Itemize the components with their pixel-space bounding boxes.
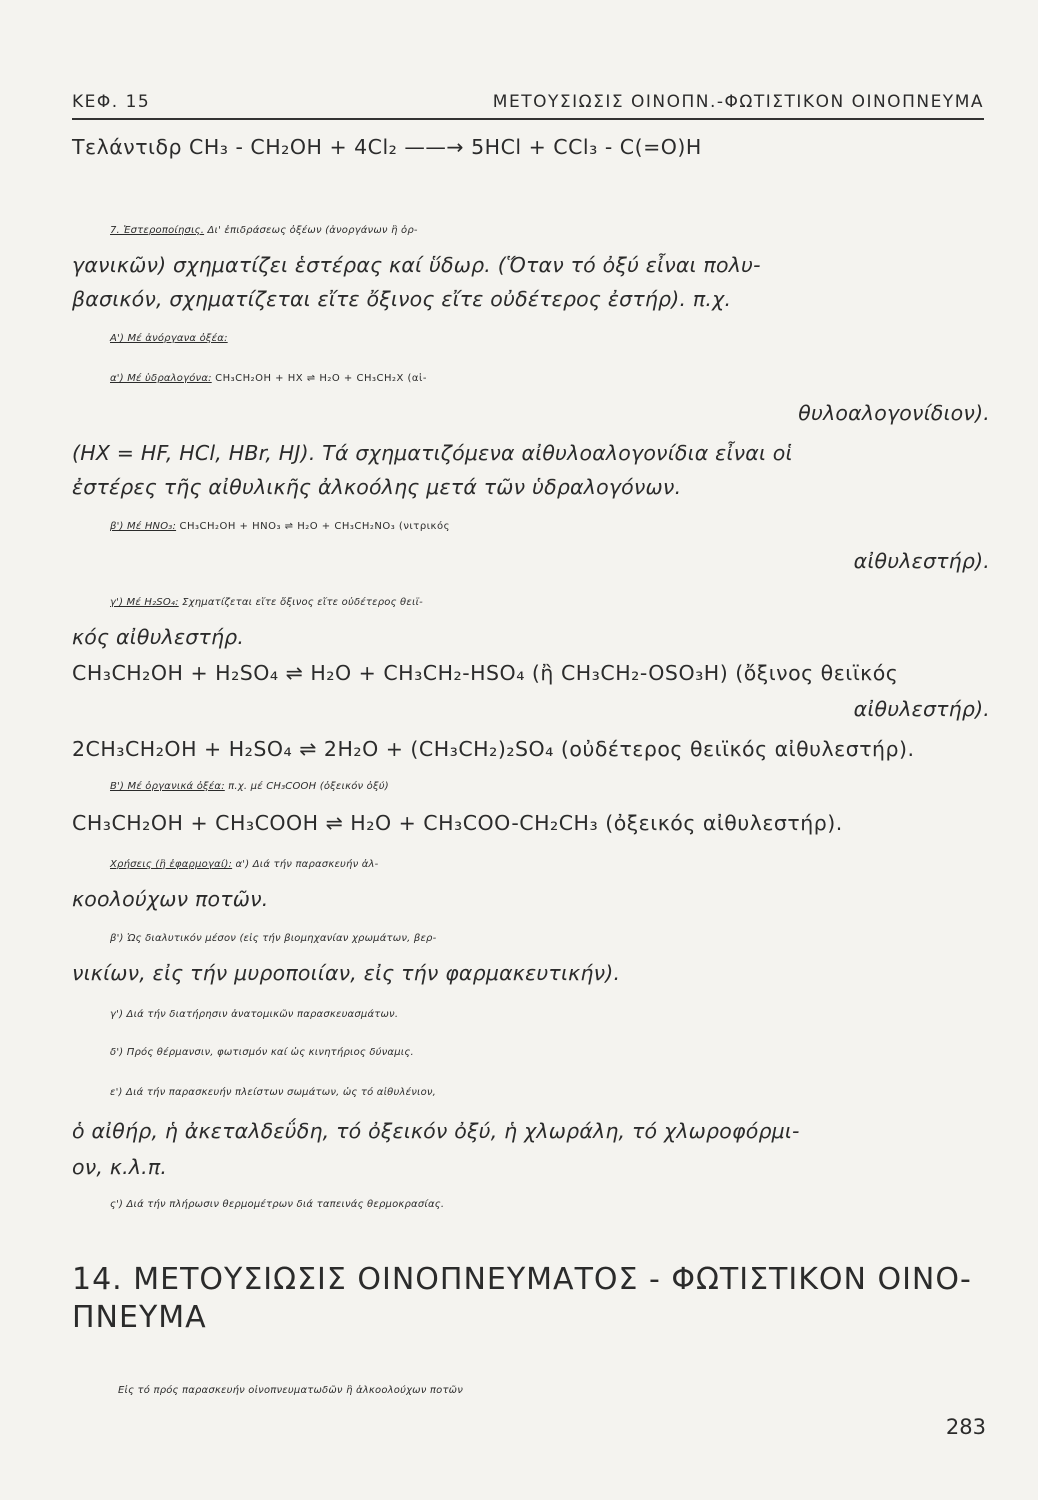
text-line: κός αἰθυλεστήρ. (72, 625, 245, 649)
text-fragment: Σχηματίζεται εἴτε ὄξινος εἴτε οὐδέτερος θειϊ- (182, 597, 423, 608)
text-line: Τελάντιδρ CH₃ - CH₂OH + 4Cl₂ ——→ 5HCl + CCl₃ - C(=O)H (72, 135, 702, 159)
paragraph-label: 7. Ἑστεροποίησις. (110, 225, 205, 236)
text-line: νικίων, εἰς τήν μυροποιίαν, εἰς τήν φαρμακευτικήν). (72, 961, 621, 985)
text-line: ε') Διά τήν παρασκευήν πλείστων σωμάτων, ὡς τό αἰθυλένιον, (110, 1087, 437, 1098)
text-line: ον, κ.λ.π. (72, 1155, 168, 1179)
text-line (110, 514, 1028, 540)
text-line: κοολούχων ποτῶν. (72, 887, 269, 911)
text-line (110, 774, 1028, 800)
text-fragment: CH₃CH₂OH + HX ⇌ H₂O + CH₃CH₂X (αἰ- (215, 373, 428, 384)
text-line (110, 590, 1028, 616)
text-line (110, 366, 1028, 392)
text-fragment: α') Διά τήν παρασκευήν ἀλ- (235, 859, 379, 870)
paragraph-label: Χρήσεις (ἢ ἐφαρμογαί): (110, 859, 233, 870)
text-line: (HX = HF, HCl, HBr, HJ). Τά σχηματιζόμενα αἰθυλοαλογονίδια εἶναι οἱ (72, 441, 793, 465)
text-line: ς') Διά τήν πλήρωσιν θερμομέτρων διά ταπεινάς θερμοκρασίας. (110, 1199, 445, 1210)
text-fragment: CH₃CH₂OH + HNO₃ ⇌ H₂O + CH₃CH₂NO₃ (νιτρικός (179, 521, 450, 532)
section-heading-continued: ΠΝΕΥΜΑ (72, 1300, 207, 1335)
chapter-label: ΚΕΦ. 15 (72, 92, 151, 112)
paragraph-label: β') Μέ HNO₃: (110, 521, 177, 532)
text-line: β') Ὡς διαλυτικόν μέσον (εἰς τήν βιομηχανίαν χρωμάτων, βερ- (110, 933, 437, 944)
text-line: δ') Πρός θέρμανσιν, φωτισμόν καί ὡς κινητήριος δύναμις. (110, 1047, 414, 1058)
paragraph-label: α') Μέ ὑδραλογόνα: (110, 373, 212, 384)
text-line: CH₃CH₂OH + CH₃COOH ⇌ H₂O + CH₃COO-CH₂CH₃ (ὀξεικός αἰθυλεστήρ). (72, 811, 843, 835)
text-line: βασικόν, σχηματίζεται εἴτε ὄξινος εἴτε οὐδέτερος ἐστήρ). π.χ. (72, 287, 732, 311)
text-line (110, 852, 1028, 878)
text-line: 2CH₃CH₂OH + H₂SO₄ ⇌ 2H₂O + (CH₃CH₂)₂SO₄ (οὐδέτερος θειϊκός αἰθυλεστήρ). (72, 737, 915, 761)
text-line: γ') Διά τήν διατήρησιν ἀνατομικῶν παρασκευασμάτων. (110, 1009, 399, 1020)
text-fragment: π.χ. μέ CH₃COOH (ὀξεικόν ὀξύ) (228, 781, 389, 792)
running-header (72, 92, 984, 120)
text-line: CH₃CH₂OH + H₂SO₄ ⇌ H₂O + CH₃CH₂-HSO₄ (ἢ CH₃CH₂-OSO₃H) (ὄξινος θειϊκός (72, 661, 899, 685)
page-number: 283 (945, 1415, 986, 1439)
paragraph-label: γ') Μέ H₂SO₄: (110, 597, 179, 608)
text-line: Εἰς τό πρός παρασκευήν οἰνοπνευματωδῶν ἢ ἀλκοολούχων ποτῶν (118, 1385, 464, 1396)
text-line: θυλοαλογονίδιον). (798, 401, 990, 425)
text-line: αἰθυλεστήρ). (853, 549, 990, 573)
text-line: ὁ αἰθήρ, ἡ ἀκεταλδεΰδη, τό ὀξεικόν ὀξύ, ἡ χλωράλη, τό χλωροφόρμι- (72, 1119, 800, 1143)
paragraph-label: Β') Μέ ὀργανικά ὀξέα: (110, 781, 225, 792)
text-line: αἰθυλεστήρ). (853, 697, 990, 721)
text-line: ἐστέρες τῆς αἰθυλικῆς ἀλκοόλης μετά τῶν ὑδραλογόνων. (72, 475, 682, 499)
subheading: Α') Μέ ἀνόργανα ὀξέα: (110, 333, 228, 344)
text-fragment: Δι' ἐπιδράσεως ὀξέων (ἀνοργάνων ἢ ὀρ- (207, 225, 418, 236)
text-line: γανικῶν) σχηματίζει ἑστέρας καί ὕδωρ. (Ὅταν τό ὀξύ εἶναι πολυ- (72, 253, 761, 277)
header-title: ΜΕΤΟΥΣΙΩΣΙΣ ΟΙΝΟΠΝ.-ΦΩΤΙΣΤΙΚΟΝ ΟΙΝΟΠΝΕΥΜΑ (492, 92, 984, 112)
section-heading: 14. ΜΕΤΟΥΣΙΩΣΙΣ ΟΙΝΟΠΝΕΥΜΑΤΟΣ - ΦΩΤΙΣΤΙΚΟΝ ΟΙΝΟ- (72, 1262, 972, 1297)
text-line (110, 218, 1028, 244)
